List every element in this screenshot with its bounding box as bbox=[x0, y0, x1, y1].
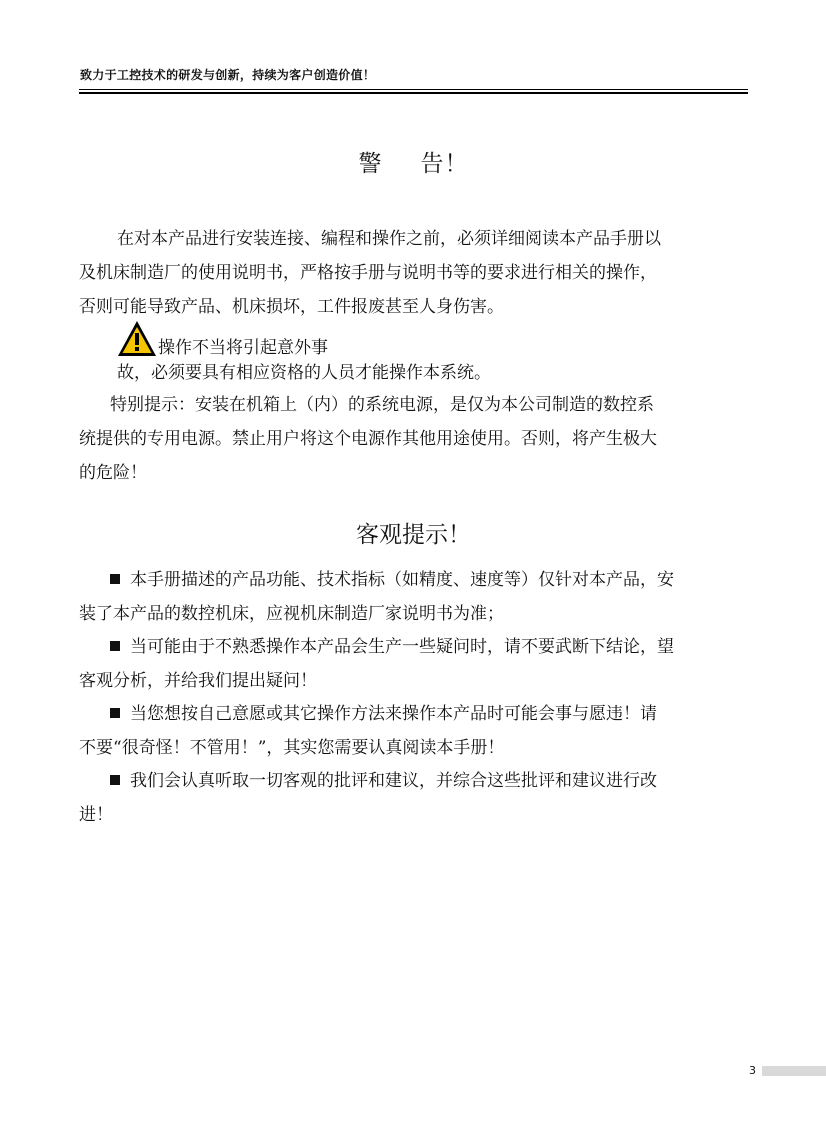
header-slogan: 致力于工控技术的研发与创新，持续为客户创造价值！ bbox=[80, 68, 376, 82]
notice-item-text: 当可能由于不熟悉操作本产品会生产一些疑问时，请不要武断下结论，望 bbox=[130, 637, 674, 657]
warning-paragraph-line: 在对本产品进行安装连接、编程和操作之前，必须详细阅读本产品手册以 bbox=[117, 229, 661, 249]
bullet-square-icon bbox=[110, 641, 120, 651]
bullet-square-icon bbox=[110, 708, 120, 718]
notice-item bbox=[79, 764, 748, 832]
warning-title-right: 告！ bbox=[420, 151, 469, 177]
notice-item bbox=[79, 697, 748, 765]
notice-item bbox=[79, 563, 748, 631]
header-rule-thick bbox=[79, 92, 748, 94]
header-rule-thin bbox=[79, 89, 748, 90]
bullet-square-icon bbox=[110, 775, 120, 785]
special-notice-line: 统提供的专用电源。禁止用户将这个电源作其他用途使用。否则，将产生极大 bbox=[79, 429, 657, 449]
notice-item bbox=[79, 630, 748, 698]
notice-item-text: 装了本产品的数控机床，应视机床制造厂家说明书为准； bbox=[79, 604, 504, 624]
warning-triangle-icon bbox=[117, 320, 157, 358]
caution-continuation: 故，必须要具有相应资格的人员才能操作本系统。 bbox=[117, 363, 491, 383]
caution-text: 操作不当将引起意外事 bbox=[158, 338, 328, 358]
notice-item-text: 当您想按自己意愿或其它操作方法来操作本产品时可能会事与愿违！请 bbox=[130, 704, 657, 724]
bullet-square-icon bbox=[110, 574, 120, 584]
warning-title-left: 警 bbox=[358, 151, 383, 177]
special-notice-paragraph bbox=[79, 388, 748, 490]
special-notice-line: 的危险！ bbox=[79, 463, 147, 483]
notice-item-text: 我们会认真听取一切客观的批评和建议，并综合这些批评和建议进行改 bbox=[130, 771, 657, 791]
notice-item-text: 本手册描述的产品功能、技术指标（如精度、速度等）仅针对本产品，安 bbox=[130, 570, 674, 590]
special-notice-line: 特别提示：安装在机箱上（内）的系统电源，是仅为本公司制造的数控系 bbox=[110, 395, 654, 415]
notice-item-text: 不要“很奇怪！不管用！”，其实您需要认真阅读本手册！ bbox=[79, 738, 505, 758]
page-number-bar bbox=[762, 1066, 826, 1076]
warning-paragraph-line: 及机床制造厂的使用说明书，严格按手册与说明书等的要求进行相关的操作， bbox=[79, 263, 657, 283]
warning-paragraph-line: 否则可能导致产品、机床损坏，工件报废甚至人身伤害。 bbox=[79, 297, 504, 317]
notice-title: 客观提示！ bbox=[356, 522, 471, 548]
notice-item-text: 进！ bbox=[79, 805, 113, 825]
page-number: 3 bbox=[749, 1064, 756, 1077]
warning-paragraph bbox=[79, 222, 748, 324]
warning-title bbox=[79, 145, 748, 178]
notice-item-text: 客观分析，并给我们提出疑问！ bbox=[79, 671, 317, 691]
